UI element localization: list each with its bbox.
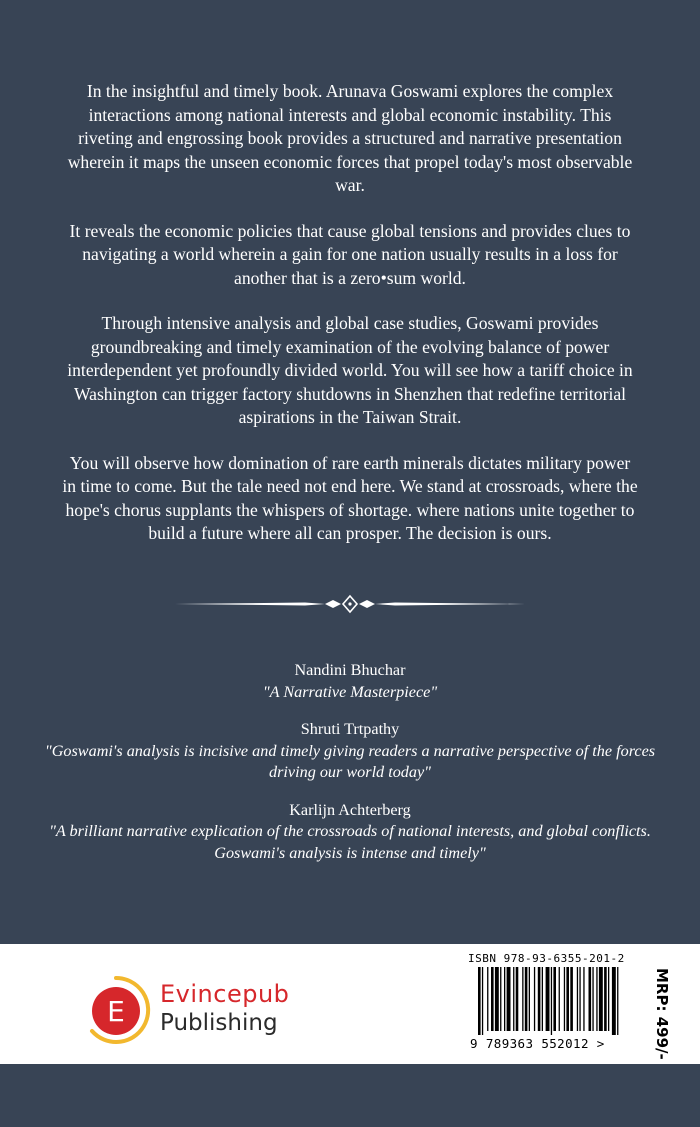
barcode-bar (516, 967, 519, 1031)
barcode-bar (553, 967, 556, 1031)
blurb-paragraph-2: It reveals the economic policies that cause global tensions and provides clues to navigating a world wherein a gain for one nation usually results in a loss for another that is a zero•sum world. (69, 220, 631, 288)
logo-letter: E (107, 995, 125, 1028)
barcode-bar (589, 967, 592, 1031)
barcode-bar (542, 967, 543, 1031)
review-quote: "Goswami's analysis is incisive and timely giving readers a narrative perspective of the forces driving our world today" (44, 741, 656, 781)
barcode-bar (478, 967, 481, 1035)
isbn-barcode (466, 952, 696, 1060)
barcode-bar (592, 967, 593, 1031)
publisher-name-line2: Publishing (160, 1010, 278, 1036)
barcode-bar (538, 967, 541, 1031)
barcode-bar (551, 967, 552, 1035)
barcode-bar (596, 967, 597, 1031)
barcode-bar (583, 967, 584, 1031)
publisher-name-line1: Evincepub (160, 980, 290, 1008)
barcode-bar (564, 967, 565, 1031)
barcode-bar (500, 967, 501, 1031)
isbn-label: ISBN 978-93-6355-201-2 (468, 952, 625, 965)
publisher-logo (80, 974, 290, 1042)
barcode-bar (604, 967, 607, 1031)
barcode-bar (559, 967, 560, 1031)
barcode-bar (507, 967, 511, 1031)
blurb-paragraph-3: Through intensive analysis and global case studies, Goswami provides groundbreaking and timely examination of the evolving balance of power interdependent yet profoundly divided world. You will see how a tariff choice in Washington can trigger factory shutdowns in Shenzhen that redefine territorial aspirations in the Taiwan Strait. (67, 313, 633, 427)
barcode-bar (529, 967, 530, 1031)
barcode-bar (525, 967, 528, 1031)
divider-flourish-icon (175, 592, 525, 616)
publisher-name (160, 980, 289, 1038)
back-cover-blurb (62, 80, 638, 568)
barcode-bar (522, 967, 523, 1031)
barcode-bar (566, 967, 569, 1031)
barcode-bar (495, 967, 499, 1031)
reviewer-name: Nandini Bhuchar (294, 661, 406, 679)
reviewer-name: Karlijn Achterberg (289, 800, 411, 819)
review-item (40, 800, 660, 865)
barcode-bar (617, 967, 618, 1035)
barcode-bar (534, 967, 535, 1031)
barcode-bar (504, 967, 505, 1031)
barcode-bar (612, 967, 616, 1035)
review-item (40, 660, 660, 703)
publisher-band (0, 944, 700, 1064)
publisher-logo-icon (80, 974, 152, 1046)
barcode-bar (579, 967, 580, 1031)
review-quote: "A brilliant narrative explication of the crossroads of national interests, and global conflicts. Goswami's analysis is intense and timely" (49, 822, 651, 862)
barcode-bar (599, 967, 603, 1031)
barcode-bar (482, 967, 483, 1035)
reviews-section (40, 660, 660, 880)
barcode-bar (513, 967, 514, 1031)
barcode-bar (546, 967, 550, 1031)
barcode-digits: 9 789363 552012 > (470, 1036, 605, 1051)
blurb-paragraph-1: In the insightful and timely book. Arunava Goswami explores the complex interactions among national interests and global economic instability. This riveting and engrossing book provides a structured and narrative presentation wherein it maps the unseen economic forces that propel today's most observable war. (67, 81, 633, 195)
price-label: MRP: 499/- (653, 968, 671, 1060)
review-item (40, 719, 660, 784)
review-quote: "A Narrative Masterpiece" (262, 682, 438, 701)
blurb-paragraph-4: You will observe how domination of rare earth minerals dictates military power in time to come. But the tale need not end here. We stand at crossroads, where the hope's chorus supplants the whispers of shortage. where nations unite together to build a future where all can prosper. The decision is ours. (62, 452, 638, 543)
decorative-divider (175, 592, 525, 616)
reviewer-name: Shruti Trtpathy (300, 720, 400, 738)
barcode-bar (570, 967, 573, 1031)
barcode-bar (608, 967, 609, 1031)
barcode-bar (487, 967, 488, 1031)
barcode-bar (577, 967, 578, 1031)
barcode-bars-icon (478, 967, 656, 1035)
barcode-bar (491, 967, 494, 1031)
